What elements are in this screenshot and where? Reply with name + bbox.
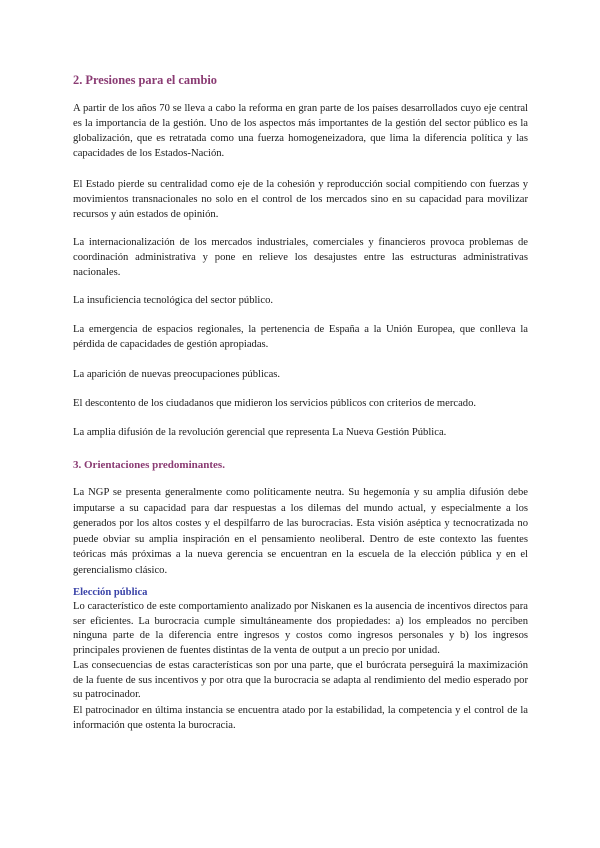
section-2-paragraph-4: La insuficiencia tecnológica del sector público. bbox=[73, 295, 274, 306]
subsection-heading-eleccion-publica: Elección pública bbox=[73, 587, 148, 598]
section-2-paragraph-1: A partir de los años 70 se lleva a cabo la reforma en gran parte de los países desarrollados cuyo eje central es la importancia de la gestión. Uno de los aspectos más importantes de la gestión del sector público es la globalización, que es retratada como una fuerza homogeneizadora, que lima la diferencia política y las capacidades de los Estados-Nación. bbox=[73, 103, 528, 159]
section-2-paragraph-6: La aparición de nuevas preocupaciones públicas. bbox=[73, 369, 281, 380]
section-2-paragraph-5: La emergencia de espacios regionales, la pertenencia de España a la Unión Europea, que conlleva la pérdida de capacidades de gestión apropiadas. bbox=[73, 324, 528, 350]
subsection-paragraph-1: Lo característico de este comportamiento analizado por Niskanen es la ausencia de incentivos directos para ser eficientes. La burocracia cumple simultáneamente dos propiedades: a) los empleados no perciben ninguna parte de la diferencia entre ingresos y costos como ingresos personales y b) los ingresos principales provienen de fuentes distintas de la venta de output a un precio por unidad. bbox=[73, 601, 528, 656]
subsection-paragraph-2: Las consecuencias de estas características son por una parte, que el burócrata perseguirá la maximización de la fuente de sus incentivos y por otra que la burocracia se adapta al rendimiento del medio esperado por su patrocinador. bbox=[73, 660, 528, 701]
section-2-heading: 2. Presiones para el cambio bbox=[73, 73, 217, 87]
section-3-heading: 3. Orientaciones predominantes. bbox=[73, 459, 225, 471]
section-2-paragraph-8: La amplia difusión de la revolución gerencial que representa La Nueva Gestión Pública. bbox=[73, 427, 447, 438]
section-2-paragraph-7: El descontento de los ciudadanos que midieron los servicios públicos con criterios de mercado. bbox=[73, 398, 477, 409]
subsection-paragraph-3: El patrocinador en última instancia se encuentra atado por la estabilidad, la competencia y el control de la información que ostenta la burocracia. bbox=[73, 705, 528, 731]
section-3-intro: La NGP se presenta generalmente como políticamente neutra. Su hegemonía y su amplia difusión debe imputarse a su capacidad para dar respuestas a los dilemas del mundo actual, y especialmente a los generados por los altos costes y el despilfarro de las burocracias. Esta visión aséptica y tecnocratizada no puede obviar su amplia inspiración en el pensamiento neoliberal. Dentro de este contexto las fuentes teóricas más próximas a la nueva gerencia se encuentran en la escuela de la elección pública y en el gerencialismo clásico. bbox=[73, 487, 528, 576]
section-2-paragraph-3: La internacionalización de los mercados industriales, comerciales y financieros provoca problemas de coordinación administrativa y pone en relieve los desajustes entre las estructuras administrativas nacionales. bbox=[73, 237, 528, 278]
section-2-paragraph-2: El Estado pierde su centralidad como eje de la cohesión y reproducción social compitiendo con fuerzas y movimientos transnacionales no solo en el control de los mercados sino en su capacidad para movilizar recursos y aún estados de opinión. bbox=[73, 179, 528, 220]
